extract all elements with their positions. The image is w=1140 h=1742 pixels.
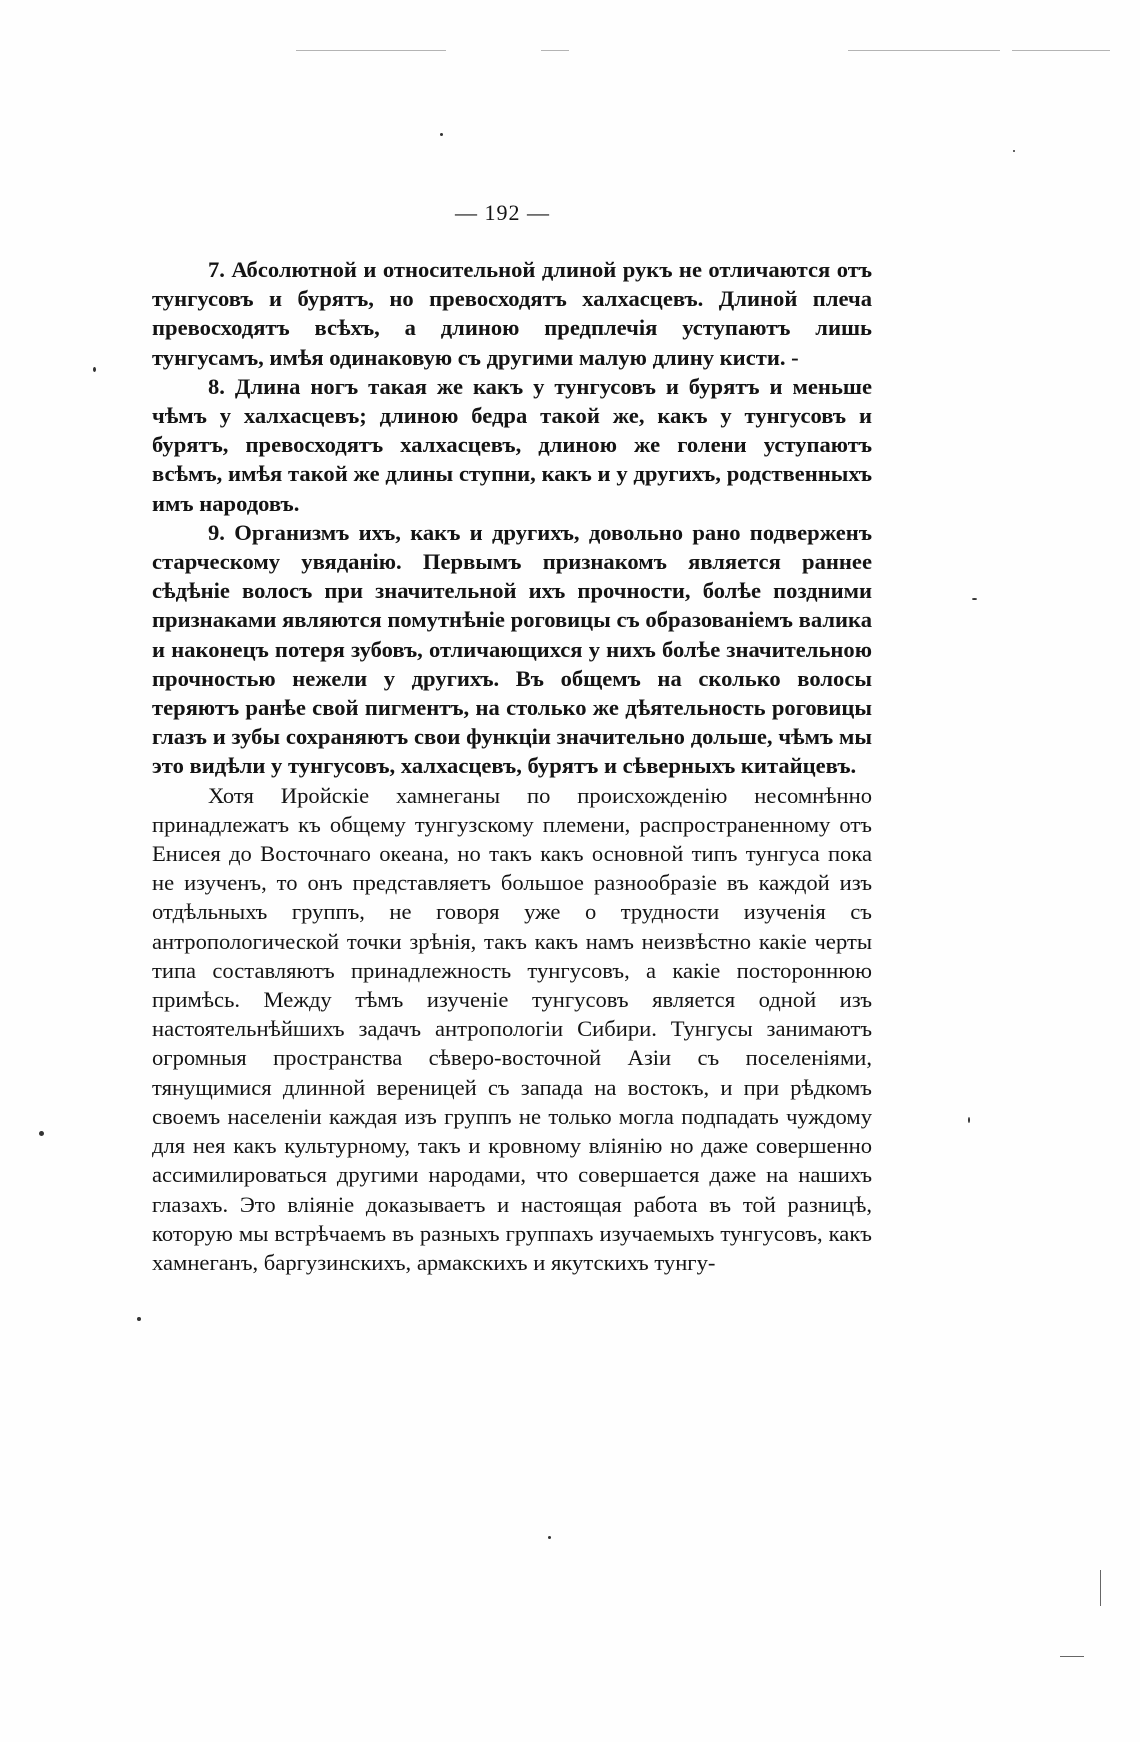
scan-line-top <box>848 50 1000 51</box>
paragraph-8: 8. Длина ногъ такая же какъ у тунгусовъ и бурятъ и меньше чѣмъ у халхасцевъ; длиною бедра такой же, какъ у тунгусовъ и бурятъ, превосходятъ халхасцевъ, длиною же голени уступаютъ всѣмъ, имѣя такой же длины ступни, какъ и у другихъ, родственныхъ имъ народовъ. <box>152 373 872 516</box>
scan-speck <box>1013 150 1015 152</box>
page-number: — 192 — <box>455 200 550 225</box>
scan-line-top <box>1012 50 1110 51</box>
scan-speck <box>39 1131 44 1136</box>
scan-speck <box>440 133 443 136</box>
scan-speck <box>93 367 96 372</box>
paragraph-9: 9. Организмъ ихъ, какъ и другихъ, довольно рано подверженъ старческому увяданію. Первымъ признакомъ является раннее сѣдѣніе волосъ при значительной ихъ прочности, болѣе поздними признаками являются помутнѣніе роговицы съ образованіемъ валика и наконецъ потеря зубовъ, отличающихся у нихъ болѣе значительною прочностью нежели у другихъ. Въ общемъ на сколько волосы теряютъ ранѣе свой пигментъ, на столько же дѣятельность роговицы глазъ и зубы сохраняютъ свои функціи значительно дольше, чѣмъ мы это видѣли у тунгусовъ, халхасцевъ, бурятъ и сѣверныхъ китайцевъ. <box>152 519 872 779</box>
scan-speck <box>548 1536 551 1539</box>
paragraph-7: 7. Абсолютной и относительной длиной рукъ не отличаются отъ тунгусовъ и бурятъ, но превосходятъ халхасцевъ. Длиной плеча превосходятъ всѣхъ, а длиною предплечія уступаютъ лишь тунгусамъ, имѣя одинаковую съ другими малую длину кисти. - <box>152 257 872 370</box>
scan-edge-mark <box>1060 1656 1084 1657</box>
scan-line-top <box>541 50 569 51</box>
scan-speck <box>972 598 977 600</box>
body-text <box>152 255 872 1277</box>
paragraph-khamnegany: Хотя Иройскіе хамнеганы по происхожденію несомнѣнно принадлежатъ къ общему тунгузскому племени, распространенному отъ Енисея до Восточнаго океана, но такъ какъ основной типъ тунгуса пока не изученъ, то онъ представляетъ большое разнообразіе въ каждой изъ отдѣльныхъ группъ, не говоря уже о трудности изученія съ антропологической точки зрѣнія, такъ какъ намъ неизвѣстно какіе черты типа составляютъ принадлежность тунгусовъ, а какіе постороннюю примѣсь. Между тѣмъ изученіе тунгусовъ является одной изъ настоятельнѣйшихъ задачъ антропологіи Сибири. Тунгусы занимаютъ огромныя пространства сѣверо-восточной Азіи съ поселеніями, тянущимися длинной вереницей съ запада на востокъ, и при рѣдкомъ своемъ населеніи каждая изъ группъ не только могла подпадать чуждому для нея какъ культурному, такъ и кровному вліянію но даже совершенно ассимилироваться другими народами, что совершается даже на нашихъ глазахъ. Это вліяніе доказываетъ и настоящая работа въ той разницѣ, которую мы встрѣчаемъ въ разныхъ группахъ изучаемыхъ тунгусовъ, какъ хамнеганъ, баргузинскихъ, армакскихъ и якутскихъ тунгу- <box>152 782 872 1275</box>
scan-speck <box>137 1317 141 1321</box>
scan-line-top <box>296 50 446 51</box>
scan-edge-mark <box>1100 1570 1101 1606</box>
scan-speck <box>968 1117 970 1123</box>
